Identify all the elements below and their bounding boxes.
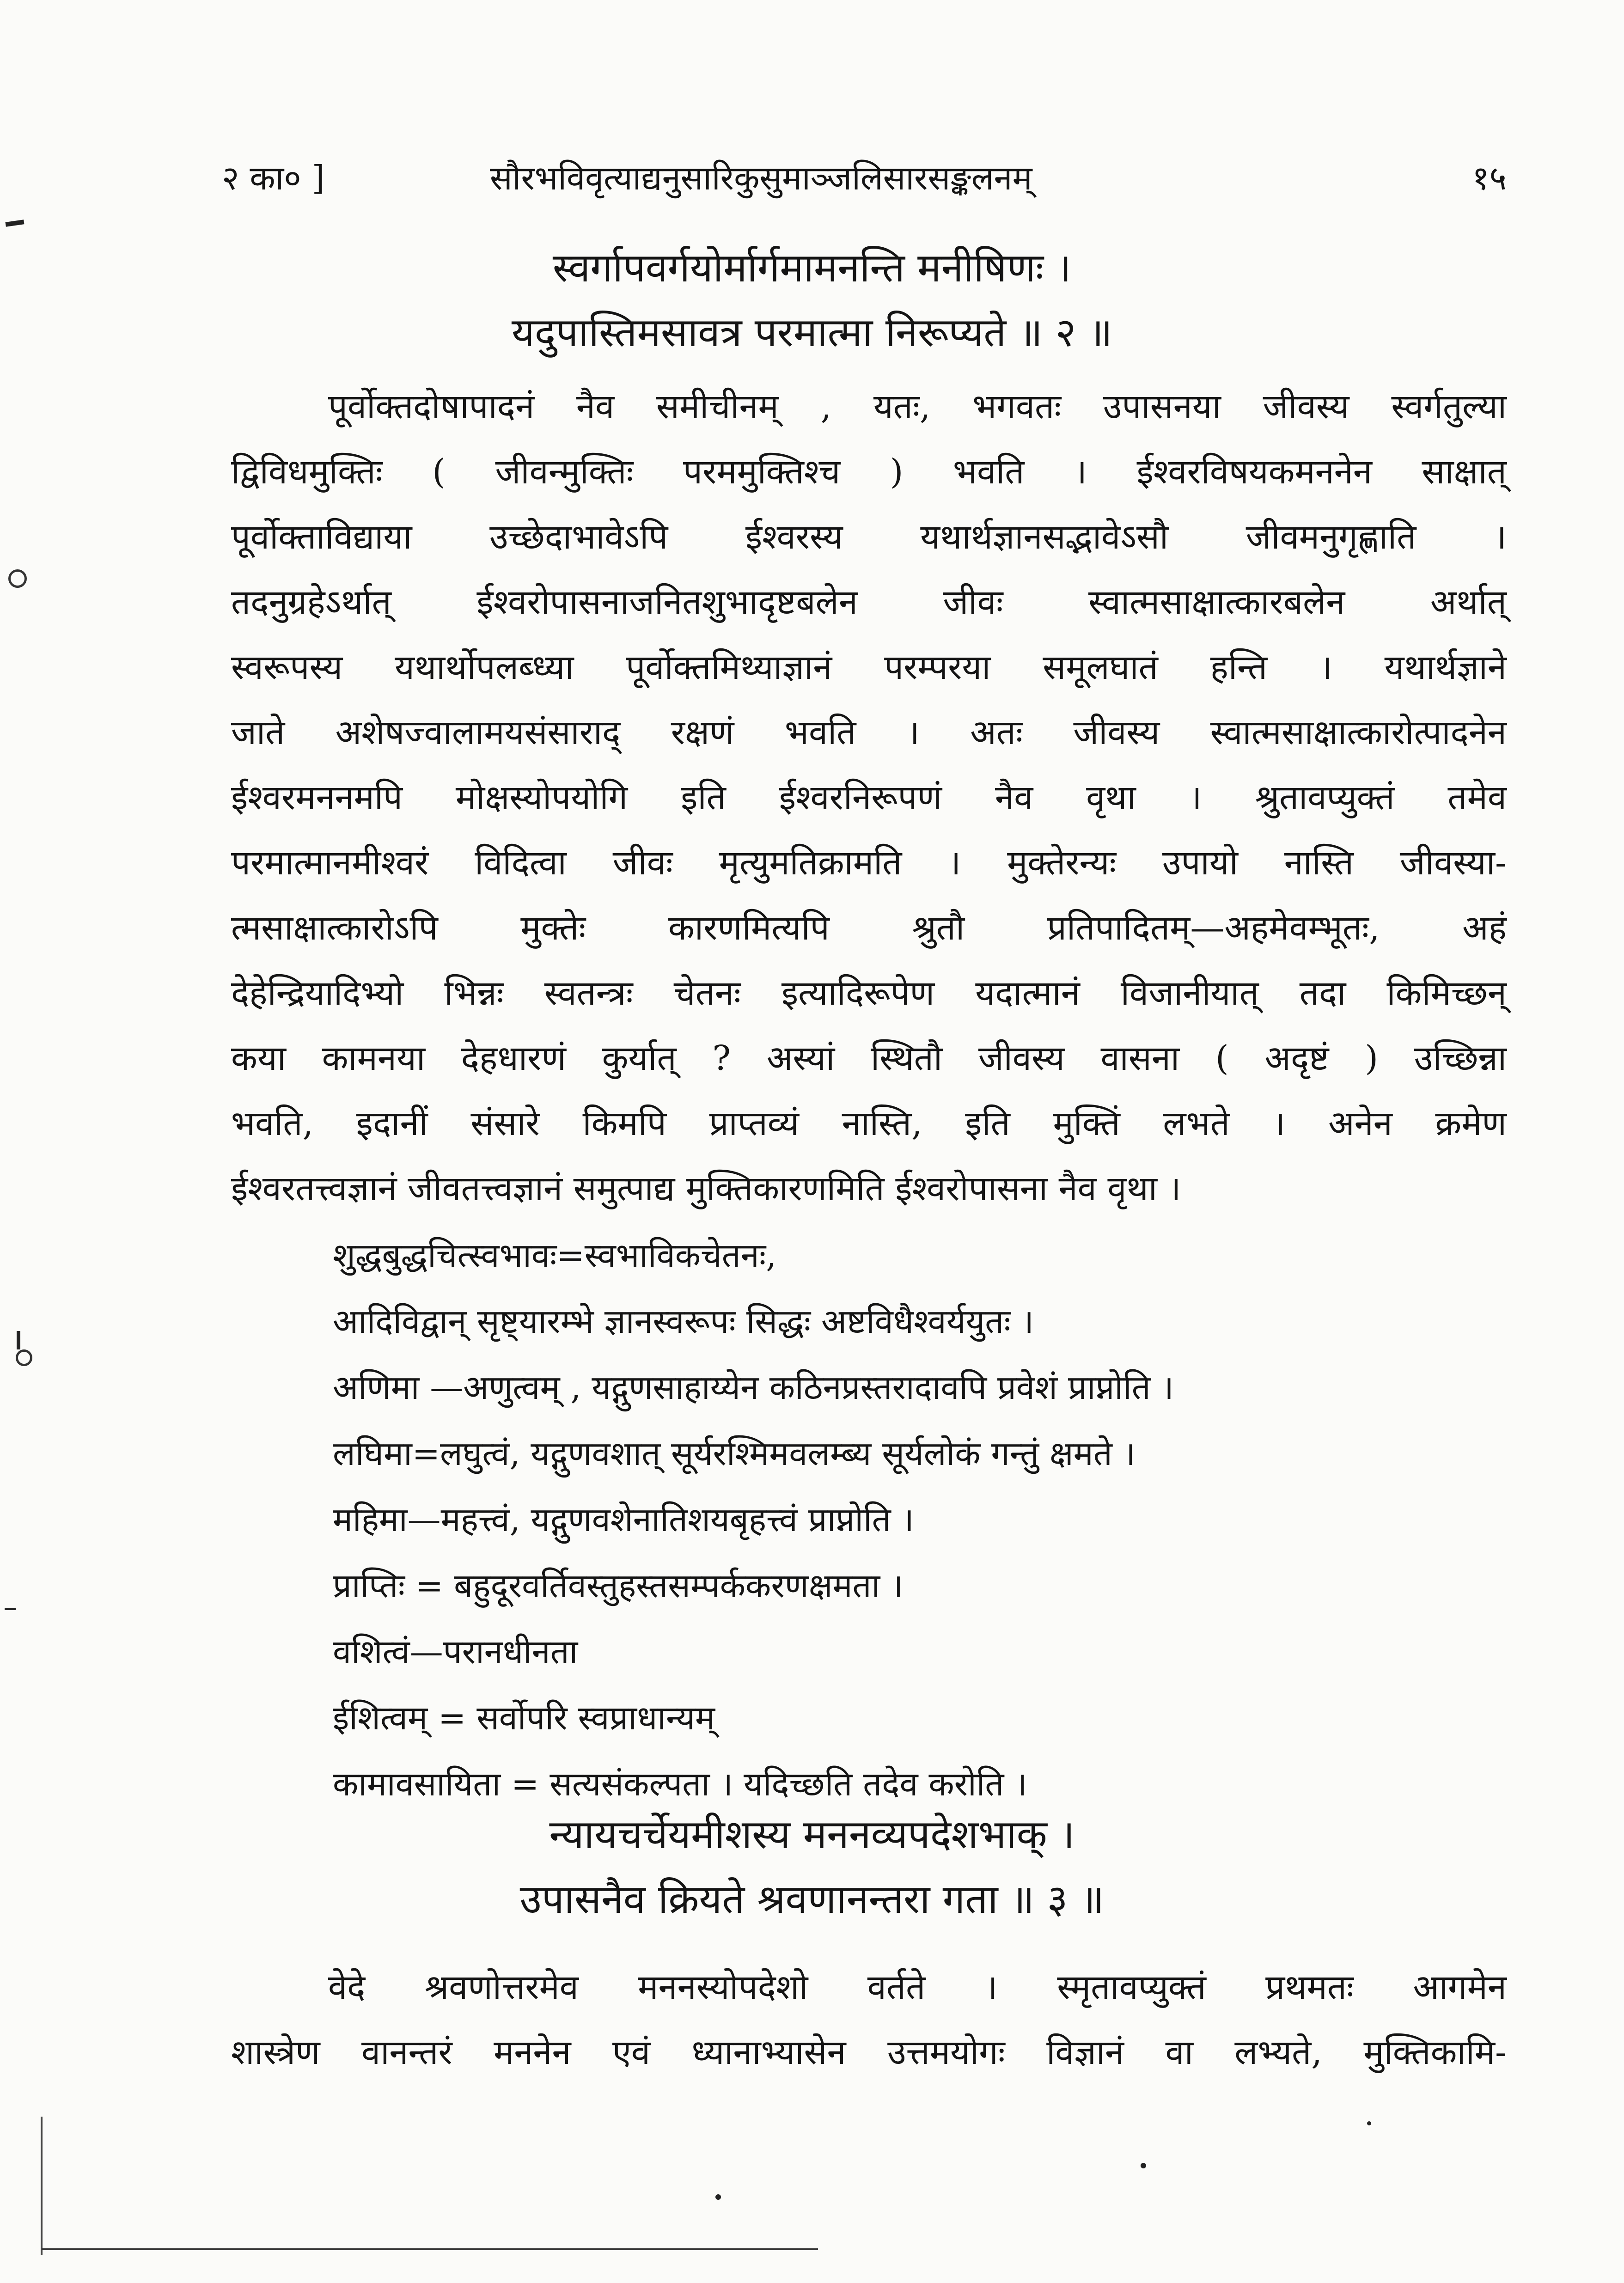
definition-item: लघिमा=लघुत्वं, यद्गुणवशात् सूर्यरश्मिमवलम्ब्य सूर्यलोकं गन्तुं क्षमते । <box>333 1434 1136 1473</box>
definitions-list <box>333 1222 1507 1817</box>
verse-3 <box>0 1802 1624 1932</box>
speck <box>1367 2121 1371 2125</box>
paragraph-line: स्वरूपस्य यथार्थोपलब्ध्या पूर्वोक्तमिथ्याज्ञानं परम्परया समूलघातं हन्ति । यथार्थज्ञाने <box>231 647 1507 687</box>
definition-item: ईशित्वम् = सर्वोपरि स्वप्राधान्यम् <box>333 1698 715 1737</box>
running-head <box>222 153 1507 203</box>
commentary-paragraph-2 <box>231 1955 1507 2085</box>
paragraph-line: परमात्मानमीश्वरं विदित्वा जीवः मृत्युमतिक्रामति । मुक्तेरन्यः उपायो नास्ति जीवस्या- <box>231 843 1507 883</box>
paragraph-line: शास्त्रेण वानन्तरं मननेन एवं ध्यानाभ्यासेन उत्तमयोगः विज्ञानं वा लभ्यते, मुक्तिकामि- <box>231 2033 1507 2072</box>
paragraph-line: ईश्वरतत्त्वज्ञानं जीवतत्त्वज्ञानं समुत्पाद्य मुक्तिकारणमिति ईश्वरोपासना नैव वृथा । <box>231 1169 1181 1209</box>
paragraph-line: ईश्वरमनन‌मपि मोक्षस्योपयोगि इति ईश्वरनिरूपणं नैव वृथा । श्रुतावप्युक्तं तमेव <box>231 778 1507 818</box>
verse-line: उपासनैव क्रियते श्रवणानन्तरा गता ॥ ३ ॥ <box>519 1876 1105 1923</box>
definition-item: कामावसायिता = सत्यसंकल्पता । यदिच्छति तदेव करोति । <box>333 1764 1027 1803</box>
scan-mark <box>8 569 27 588</box>
page-number: १५ <box>1472 159 1507 197</box>
bottom-rule <box>42 2248 818 2250</box>
paragraph-line: पूर्वोक्ताविद्याया उच्छेदाभावेऽपि ईश्वरस्य यथार्थज्ञानसद्भावेऽसौ जीवमनुगृह्णाति । <box>231 517 1507 557</box>
paragraph-line: कया कामनया देहधारणं कुर्यात् ? अस्यां स्थितौ जीवस्य वासना ( अदृष्टं ) उच्छिन्ना <box>231 1038 1507 1078</box>
speck <box>715 2194 721 2200</box>
paragraph-line: द्विविधमुक्तिः ( जीवन्मुक्तिः परममुक्तिश्च ) भवति । ईश्वरविषयकमननेन साक्षात् <box>231 452 1507 492</box>
definition-item: वशित्वं—परानधीनता <box>333 1632 578 1671</box>
scan-mark <box>5 1608 16 1610</box>
running-head-section: २ का० ] <box>222 159 325 197</box>
definition-item: महिमा—महत्त्वं, यद्गुणवशेनातिशयबृहत्त्वं प्राप्नोति । <box>333 1500 914 1539</box>
paragraph-line: तदनुग्रहेऽर्थात् ईश्वरोपासनाजनितशुभादृष्टबलेन जीवः स्वात्मसाक्षात्कारबलेन अर्थात् <box>231 582 1507 622</box>
running-head-title: सौरभविवृत्याद्यनुसारिकुसुमाञ्जलिसारसङ्कलनम् <box>490 159 1032 197</box>
paragraph-line: देहेन्द्रियादिभ्यो भिन्नः स्वतन्त्रः चेतनः इत्यादिरूपेण यदात्मानं विजानीयात् तदा किमिच्छन् <box>231 973 1507 1013</box>
paragraph-line: त्मसाक्षात्कारोऽपि मुक्तेः कारणमित्यपि श्रुतौ प्रतिपादितम्—अहमेवम्भूतः, अहं <box>231 908 1507 948</box>
paragraph-line: पूर्वोक्तदोषापादनं नैव समीचीनम् , यतः, भगवतः उपासनया जीवस्य स्वर्गतुल्या <box>328 387 1507 427</box>
verse-line: यदुपास्तिमसावत्र परमात्मा निरूप्यते ॥ २ ॥ <box>511 310 1113 356</box>
paragraph-line: भवति, इदानीं संसारे किमपि प्राप्तव्यं नास्ति, इति मुक्तिं लभते । अनेन क्रमेण <box>231 1104 1507 1143</box>
verse-2 <box>0 236 1624 365</box>
speck <box>1141 2163 1146 2168</box>
commentary-paragraph-1 <box>231 374 1507 1221</box>
definition-item: शुद्धबुद्धचित्स्वभावः=स्वभाविकचेतनः, <box>333 1236 777 1275</box>
definition-item: अणिमा —अणुत्वम् , यद्गुणसाहाय्येन कठिनप्रस्तरादावपि प्रवेशं प्राप्नोति । <box>333 1368 1174 1407</box>
definition-item: प्राप्तिः = बहुदूरवर्तिवस्तुहस्तसम्पर्ककरणक्षमता । <box>333 1566 904 1605</box>
verse-line: न्यायचर्चेयमीशस्य मननव्यपदेशभाक् । <box>549 1812 1075 1858</box>
margin-line <box>41 2117 43 2255</box>
scan-mark <box>5 220 24 226</box>
paragraph-line: वेदे श्रवणोत्तरमेव मननस्योपदेशो वर्तते । स्मृतावप्युक्तं प्रथमतः आगमेन <box>328 1967 1507 2007</box>
verse-line: स्वर्गापवर्गयोर्मार्गमामनन्ति मनीषिणः । <box>552 245 1072 291</box>
scan-mark <box>16 1349 32 1366</box>
scan-mark <box>17 1331 20 1349</box>
definition-item: आदिविद्वान् सृष्ट्यारम्भे ज्ञानस्वरूपः सिद्धः अष्टविधैश्वर्ययुतः । <box>333 1302 1034 1341</box>
paragraph-line: जाते अशेषज्वालामयसंसाराद् रक्षणं भवति । अतः जीवस्य स्वात्मसाक्षात्कारोत्पादनेन <box>231 713 1507 752</box>
